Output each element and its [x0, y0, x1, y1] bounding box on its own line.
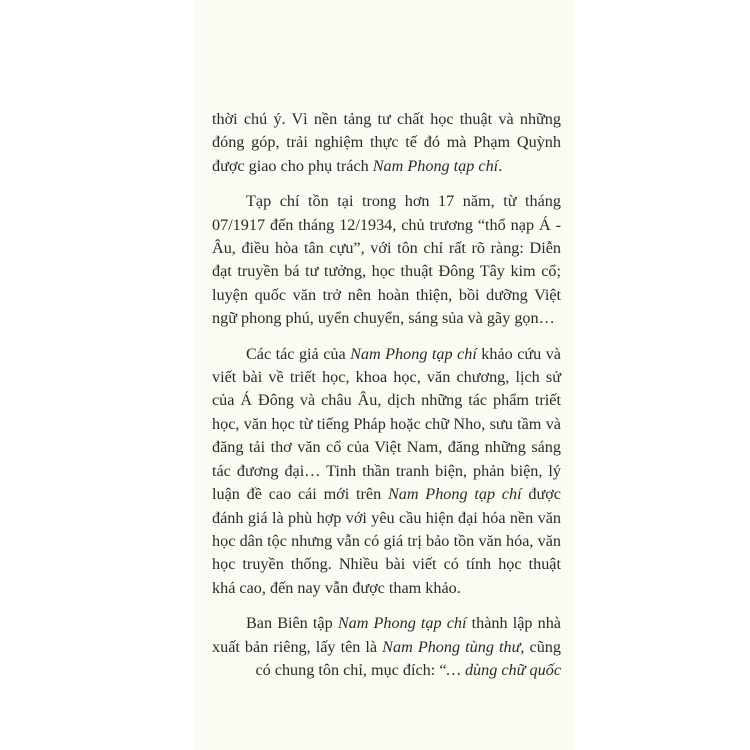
paragraph-3-text: Các tác giả của — [246, 344, 351, 363]
paragraph-1-text: thời chú ý. Vì nền tảng tư chất học thuật và những đóng góp, trải nghiệm thực tế đó mà Phạm Quỳnh được giao cho phụ trách — [212, 110, 561, 175]
paragraph-1 — [212, 108, 561, 178]
paragraph-4-text: thành lập nhà xuất bản riêng, lấy tên là — [212, 614, 561, 656]
quotation-text: … dùng chữ quốc — [446, 660, 561, 679]
magazine-title: Nam Phong tạp chí — [350, 344, 477, 363]
paragraph-1-end: . — [498, 156, 503, 175]
paragraph-2 — [212, 190, 561, 330]
magazine-title: Nam Phong tạp chí — [337, 614, 467, 633]
paragraph-4-text: Ban Biên tập — [246, 614, 338, 633]
publisher-name: Nam Phong tùng thư — [382, 637, 521, 656]
magazine-title: Nam Phong tạp chí — [372, 156, 499, 175]
paragraph-4 — [212, 612, 561, 682]
paragraph-2-text: Tạp chí tồn tại trong hơn 17 năm, từ tháng 07/1917 đến tháng 12/1934, chủ trương “thổ nạp Á - Âu, điều hòa tân cựu”, với tôn chỉ rất rõ ràng: Diễn đạt truyền bá tư tưởng, học thuật Đông Tây kim cổ; luyện quốc văn trở nên hoàn thiện, bồi dưỡng Việt ngữ phong phú, uyển chuyển, sáng sủa và gãy gọn… — [212, 192, 561, 328]
body-text — [212, 108, 561, 682]
paragraph-3-text: khảo cứu và viết bài về triết học, khoa học, văn chương, lịch sử của Á Đông và châu Âu, dịch những tác phẩm triết học, văn học từ tiếng Pháp hoặc chữ Nho, sưu tầm và đăng tải thơ văn cổ của Việt Nam, đăng những sáng tác đương đại… Tinh thần tranh biện, phản biện, lý luận đề cao cái mới trên — [212, 344, 561, 504]
paragraph-3-text: được đánh giá là phù hợp với yêu cầu hiện đại hóa nền văn học dân tộc nhưng vẫn có giá trị bảo tồn văn hóa, văn học truyền thống. Nhiều bài viết có tính học thuật khá cao, đến nay vẫn được tham khảo. — [212, 485, 561, 597]
book-page — [195, 0, 575, 750]
magazine-title: Nam Phong tạp chí — [387, 485, 522, 504]
paragraph-3 — [212, 343, 561, 600]
paragraph-4-text: , cũng có chung tôn chỉ, mục đích: “ — [255, 637, 561, 679]
